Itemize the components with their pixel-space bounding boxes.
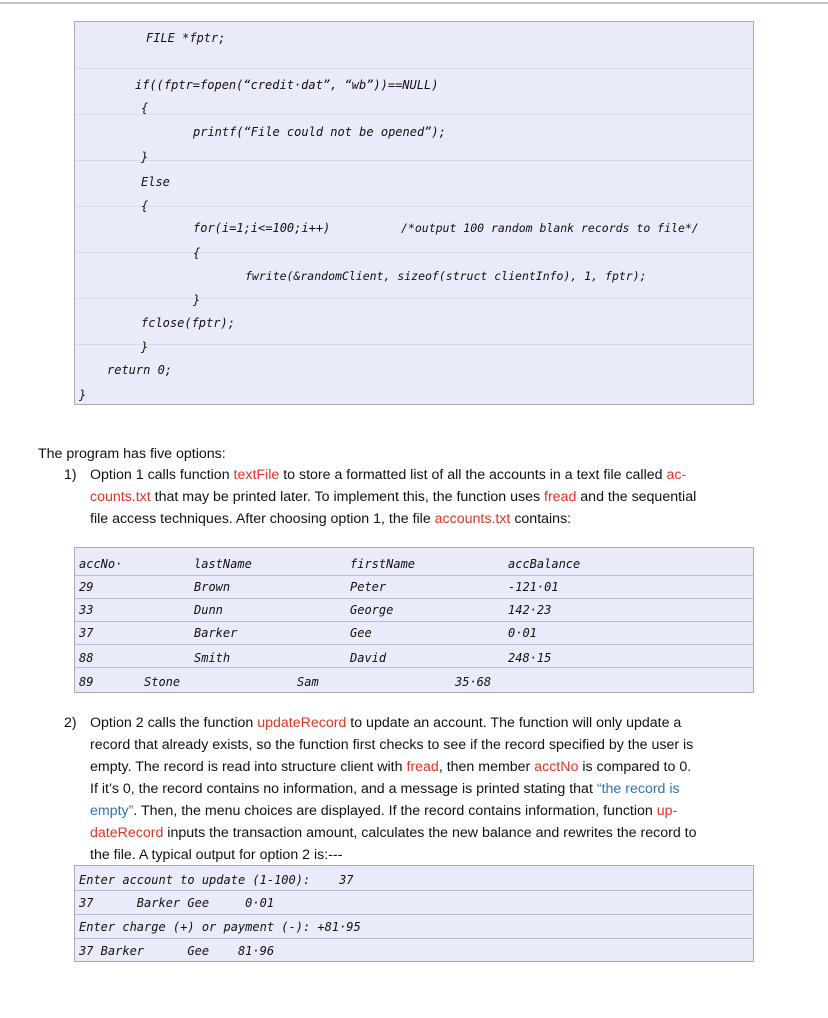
table-cell: -121·01 xyxy=(508,580,559,594)
table-cell: Stone xyxy=(144,675,181,689)
table-cell: David xyxy=(350,651,387,665)
fread-keyword: fread xyxy=(544,489,577,505)
table-cell: George xyxy=(350,603,394,617)
output-line: Enter account to update (1-100): 37 xyxy=(79,873,354,887)
option1-line: Option 1 calls function textFile to store a formatted list of all the accounts in a text file called ac- xyxy=(90,467,687,483)
table-cell: Peter xyxy=(350,580,387,594)
output-line: Enter charge (+) or payment (-): +81·95 xyxy=(79,920,361,934)
table-cell: Smith xyxy=(194,651,231,665)
acctno-keyword: acctNo xyxy=(534,759,579,775)
code-line: } xyxy=(193,293,201,307)
table-cell: 37 xyxy=(79,626,94,640)
code-line: FILE *fptr; xyxy=(146,31,226,45)
option2-line: dateRecord inputs the transaction amount, calculates the new balance and rewrites the record to xyxy=(90,825,697,841)
option2-line: record that already exists, so the function first checks to see if the record specified by the user is xyxy=(90,737,694,753)
option2-line: Option 2 calls the function updateRecord to update an account. The function will only update a xyxy=(90,715,682,731)
table-header: firstName xyxy=(350,557,416,571)
intro-text: The program has five options: xyxy=(38,446,226,462)
textfile-keyword: textFile xyxy=(233,467,280,483)
table-cell: Brown xyxy=(194,580,231,594)
option2-number: 2) xyxy=(64,715,77,731)
table-cell: Dunn xyxy=(194,603,223,617)
table-header: lastName xyxy=(194,557,252,571)
option1-line: file access techniques. After choosing option 1, the file accounts.txt contains: xyxy=(90,511,572,527)
accounts-file-keyword: accounts.txt xyxy=(434,511,511,527)
option2-line: empty”. Then, the menu choices are displayed. If the record contains information, function up- xyxy=(90,803,678,819)
code-comment: /*output 100 random blank records to file*/ xyxy=(401,221,699,235)
code-line: for(i=1;i<=100;i++) xyxy=(193,221,331,235)
top-border xyxy=(0,2,828,4)
table-cell: 35·68 xyxy=(455,675,492,689)
output-line: 37 Barker Gee 81·96 xyxy=(79,944,275,958)
option2-line: empty. The record is read into structure client with fread, then member acctNo is compared to 0. xyxy=(90,759,692,775)
code-line: fclose(fptr); xyxy=(141,316,235,330)
code-line: } xyxy=(141,150,149,164)
updaterecord-keyword: updateRecord xyxy=(257,715,347,731)
table-cell: 89 xyxy=(79,675,94,689)
table-cell: 88 xyxy=(79,651,94,665)
code-line: Else xyxy=(141,175,170,189)
code-line: fwrite(&randomClient, sizeof(struct clientInfo), 1, fptr); xyxy=(245,269,647,283)
option2-line: If it’s 0, the record contains no information, and a message is printed stating that “the record is xyxy=(90,781,680,797)
code-line: { xyxy=(193,246,201,260)
output-line: 37 Barker Gee 0·01 xyxy=(79,896,275,910)
table-header: accBalance xyxy=(508,557,581,571)
table-header: accNo· xyxy=(79,557,123,571)
table-cell: 33 xyxy=(79,603,94,617)
option1-line: counts.txt that may be printed later. To implement this, the function uses fread and the sequential xyxy=(90,489,697,505)
code-line: } xyxy=(79,388,87,402)
option1-number: 1) xyxy=(64,467,77,483)
table-cell: 0·01 xyxy=(508,626,537,640)
table-cell: 29 xyxy=(79,580,94,594)
table-cell: 248·15 xyxy=(508,651,552,665)
code-line: printf(“File could not be opened”); xyxy=(193,125,446,139)
code-line: { xyxy=(141,101,149,115)
code-line: { xyxy=(141,199,149,213)
code-line: if((fptr=fopen(“credit·dat”, “wb”))==NULL) xyxy=(135,78,439,92)
option2-line: the file. A typical output for option 2 is:--- xyxy=(90,847,343,863)
table-cell: 142·23 xyxy=(508,603,552,617)
code-line: } xyxy=(141,340,149,354)
table-cell: Gee xyxy=(350,626,372,640)
table-cell: Barker xyxy=(194,626,238,640)
table-cell: Sam xyxy=(297,675,319,689)
code-line: return 0; xyxy=(107,363,173,377)
